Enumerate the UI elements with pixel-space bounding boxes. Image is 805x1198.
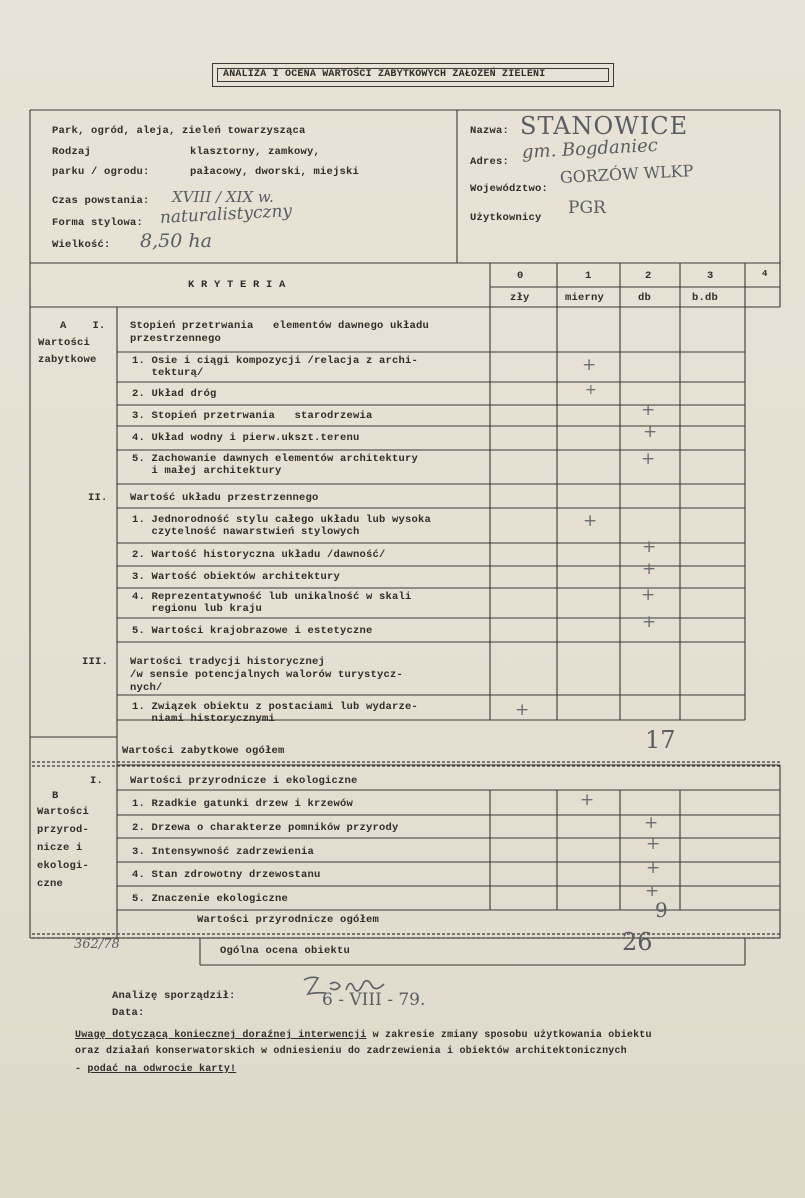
section-b-name-3: nicze i <box>37 842 83 854</box>
section-b-name-5: czne <box>37 878 64 890</box>
note-line-3 <box>75 1064 236 1076</box>
criterion-a1-5b: i małej architektury <box>132 465 282 477</box>
wojewodztwo-value: GORZÓW WLKP <box>559 161 694 187</box>
section-a-roman-ii: II. <box>88 492 108 504</box>
overall-label: Ogólna ocena obiektu <box>220 945 351 957</box>
wielkosc-value: 8,50 ha <box>140 230 212 252</box>
a-total-value: 17 <box>645 726 676 754</box>
group-3-heading-2: /w sensie potencjalnych walorów turystycz- <box>130 669 404 681</box>
note-line-1 <box>75 1030 652 1042</box>
czas-label: Czas powstania: <box>52 195 150 207</box>
wielkosc-label: Wielkość: <box>52 239 111 251</box>
type-line: Park, ogród, aleja, zieleń towarzysząca <box>52 125 306 137</box>
mark-a2-4: + <box>641 585 656 605</box>
section-a-name-1: Wartości <box>38 337 91 349</box>
mark-a1-5: + <box>641 449 656 469</box>
overall-value: 26 <box>622 928 653 956</box>
mark-a2-5: + <box>642 612 657 632</box>
criterion-a1-1: 1. Osie i ciągi kompozycji /relacja z archi- <box>132 355 419 367</box>
group-b-heading: Wartości przyrodnicze i ekologiczne <box>130 775 358 787</box>
archive-number: 362/78 <box>74 937 120 952</box>
date-label: Data: <box>112 1007 145 1019</box>
criterion-a2-4b: regionu lub kraju <box>132 603 263 615</box>
score-4: 4 <box>762 269 768 279</box>
group-2-heading: Wartość układu przestrzennego <box>130 492 319 504</box>
mark-a1-3: + <box>641 400 656 420</box>
rodzaj-options-1: klasztorny, zamkowy, <box>190 146 321 158</box>
mark-a1-4: + <box>643 422 658 442</box>
scale-db: db <box>638 292 652 304</box>
b-total-label: Wartości przyrodnicze ogółem <box>197 914 380 926</box>
score-2: 2 <box>645 270 652 282</box>
mark-a2-1: + <box>583 511 598 531</box>
mark-a2-3: + <box>642 559 657 579</box>
rodzaj-label: Rodzaj <box>52 146 92 158</box>
mark-b-3: + <box>646 834 661 854</box>
criterion-b-5: 5. Znaczenie ekologiczne <box>132 893 289 905</box>
b-total-value: 9 <box>655 898 668 922</box>
scale-zly: zły <box>510 292 530 304</box>
date-value: 6 - VIII - 79. <box>322 990 426 1010</box>
mark-a2-2: + <box>642 537 657 557</box>
rodzaj-options-2: pałacowy, dworski, miejski <box>190 166 360 178</box>
note-underlined: Uwagę dotyczącą koniecznej doraźnej interwencji <box>75 1030 367 1041</box>
section-a-name-2: zabytkowe <box>38 354 97 366</box>
group-3-heading-3: nych/ <box>130 682 163 694</box>
criterion-b-4: 4. Stan zdrowotny drzewostanu <box>132 869 321 881</box>
criterion-a1-5: 5. Zachowanie dawnych elementów architektury <box>132 453 419 465</box>
criterion-a1-1b: tekturą/ <box>132 367 204 379</box>
a-total-label: Wartości zabytkowe ogółem <box>122 745 285 757</box>
criterion-a1-4: 4. Układ wodny i pierw.ukszt.terenu <box>132 432 360 444</box>
score-0: 0 <box>517 270 524 282</box>
criterion-b-3: 3. Intensywność zadrzewienia <box>132 846 315 858</box>
nazwa-value: STANOWICE <box>520 112 689 140</box>
section-a-roman: A I. <box>60 320 106 332</box>
note-line-2: oraz działań konserwatorskich w odniesieniu do zadrzewienia i obiektów architektonicznych <box>75 1046 627 1057</box>
section-a-roman-iii: III. <box>82 656 109 668</box>
mark-b-1: + <box>580 790 595 810</box>
uzytkownicy-value: PGR <box>568 198 606 218</box>
mark-b-2: + <box>644 813 659 833</box>
group-1-heading: Stopień przetrwania elementów dawnego układu <box>130 320 430 332</box>
mark-a1-2: + <box>585 382 597 398</box>
criterion-a3-1: 1. Związek obiektu z postaciami lub wydarze- <box>132 701 419 713</box>
note-reverse: podać na odwrocie karty! <box>87 1064 237 1075</box>
made-by-label: Analizę sporządził: <box>112 990 236 1002</box>
kryteria-heading: K R Y T E R I A <box>188 279 286 291</box>
adres-label: Adres: <box>470 156 510 168</box>
section-b-name-1: Wartości <box>37 806 90 818</box>
group-3-heading-1: Wartości tradycji historycznej <box>130 656 326 668</box>
score-3: 3 <box>707 270 714 282</box>
section-b-letter: B <box>52 790 59 802</box>
scale-bdb: b.db <box>692 292 719 304</box>
section-b-name-2: przyrod- <box>37 824 90 836</box>
mark-a3-1: + <box>515 700 530 720</box>
criterion-a3-1b: niami historycznymi <box>132 713 276 725</box>
forma-label: Forma stylowa: <box>52 217 144 229</box>
criterion-b-1: 1. Rzadkie gatunki drzew i krzewów <box>132 798 354 810</box>
criterion-a2-1: 1. Jednorodność stylu całego układu lub wysoka <box>132 514 432 526</box>
note-rest: w zakresie zmiany sposobu użytkowania obiektu <box>366 1030 652 1041</box>
score-1: 1 <box>585 270 592 282</box>
group-1-heading-b: przestrzennego <box>130 333 222 345</box>
mark-b-5: + <box>645 881 660 901</box>
czas-value: XVIII / XIX w. <box>172 188 274 206</box>
uzytkownicy-label: Użytkownicy <box>470 212 542 224</box>
mark-a1-1: + <box>582 355 597 375</box>
parku-label: parku / ogrodu: <box>52 166 150 178</box>
forma-value: naturalistyczny <box>159 201 293 228</box>
adres-value: gm. Bogdaniec <box>521 134 659 163</box>
criterion-a2-2: 2. Wartość historyczna układu /dawność/ <box>132 549 386 561</box>
criterion-a2-3: 3. Wartość obiektów architektury <box>132 571 341 583</box>
document-title: ANALIZA I OCENA WARTOŚCI ZABYTKOWYCH ZAŁOŻEŃ ZIELENI <box>223 69 546 80</box>
criterion-a2-5: 5. Wartości krajobrazowe i estetyczne <box>132 625 373 637</box>
section-b-roman: I. <box>90 775 104 787</box>
wojewodztwo-label: Województwo: <box>470 183 549 195</box>
criterion-a1-2: 2. Układ dróg <box>132 388 217 400</box>
nazwa-label: Nazwa: <box>470 125 510 137</box>
note-dash: - <box>75 1064 88 1075</box>
mark-b-4: + <box>646 858 661 878</box>
criterion-a2-1b: czytelność nawarstwień stylowych <box>132 526 360 538</box>
section-b-name-4: ekologi- <box>37 860 90 872</box>
criterion-a1-3: 3. Stopień przetrwania starodrzewia <box>132 410 373 422</box>
criterion-a2-4: 4. Reprezentatywność lub unikalność w skali <box>132 591 412 603</box>
scale-mierny: mierny <box>565 292 605 304</box>
criterion-b-2: 2. Drzewa o charakterze pomników przyrody <box>132 822 399 834</box>
